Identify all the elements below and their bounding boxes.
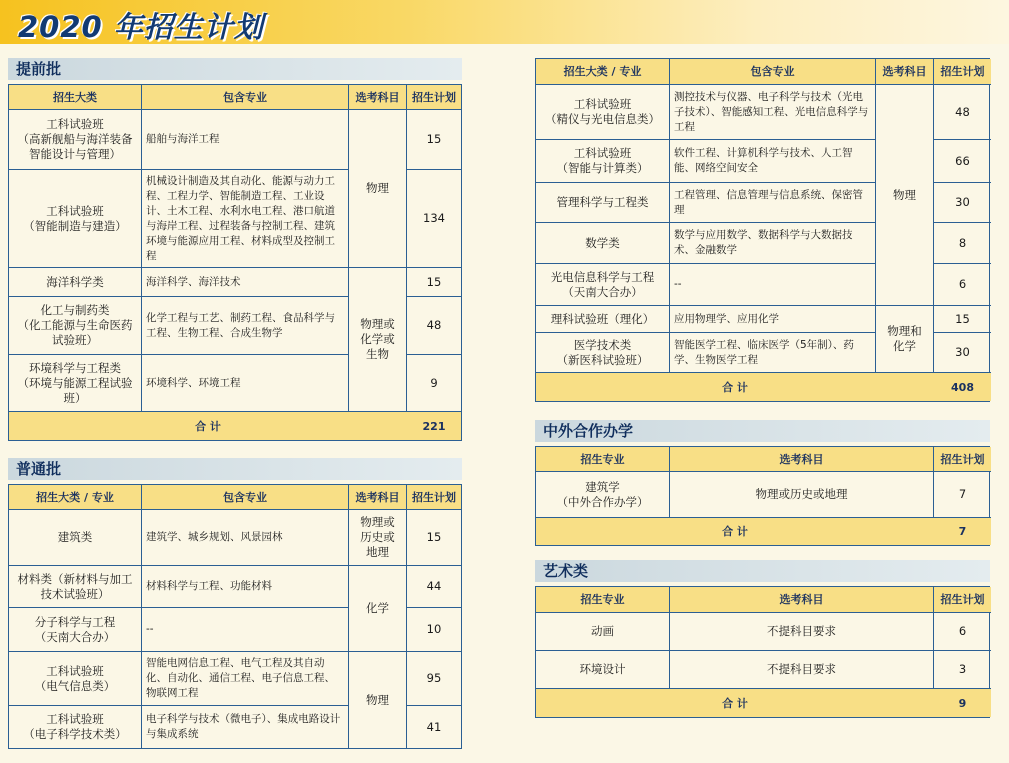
section-title-zhongwai: 中外合作办学 bbox=[535, 420, 990, 442]
cell-majors: 应用物理学、应用化学 bbox=[670, 306, 876, 333]
cell-cat: 数学类 bbox=[536, 223, 670, 264]
header-plan: 招生计划 bbox=[934, 59, 991, 85]
header-subjects: 选考科目 bbox=[876, 59, 934, 85]
cell-majors: -- bbox=[670, 264, 876, 306]
cell-plan: 15 bbox=[934, 306, 991, 333]
cell-plan: 15 bbox=[407, 110, 461, 170]
section-title-tiqian: 提前批 bbox=[8, 58, 462, 80]
cell-zy: 建筑学 （中外合作办学） bbox=[536, 472, 670, 518]
header-plan: 招生计划 bbox=[934, 587, 991, 613]
cell-plan: 3 bbox=[934, 651, 991, 689]
total-label: 合 计 bbox=[536, 689, 934, 717]
header-cat: 招生大类 bbox=[9, 85, 142, 110]
header-majors: 包含专业 bbox=[142, 485, 349, 510]
header-subjects: 选考科目 bbox=[670, 587, 934, 613]
cell-cat: 工科试验班 （智能与计算类） bbox=[536, 140, 670, 183]
cell-plan: 48 bbox=[934, 85, 991, 140]
cell-plan: 48 bbox=[407, 297, 461, 355]
total-value: 221 bbox=[407, 412, 461, 440]
cell-subjects: 物理或 历史或 地理 bbox=[349, 510, 407, 566]
cell-majors: 机械设计制造及其自动化、能源与动力工程、工程力学、智能制造工程、工业设计、土木工程、水利水电工程、港口航道与海岸工程、过程装备与控制工程、建筑环境与能源应用工程、材料成型及控制工程 bbox=[142, 170, 349, 268]
total-value: 7 bbox=[934, 518, 991, 545]
header-majors: 包含专业 bbox=[142, 85, 349, 110]
table-tiqian bbox=[8, 84, 462, 441]
total-value: 408 bbox=[934, 373, 991, 401]
cell-subjects: 物理 bbox=[876, 85, 934, 306]
cell-cat: 工科试验班 （电气信息类） bbox=[9, 652, 142, 706]
header-plan: 招生计划 bbox=[407, 485, 461, 510]
cell-cat: 理科试验班（理化） bbox=[536, 306, 670, 333]
cell-cat: 管理科学与工程类 bbox=[536, 183, 670, 223]
cell-plan: 8 bbox=[934, 223, 991, 264]
cell-majors: 环境科学、环境工程 bbox=[142, 355, 349, 412]
cell-majors: 智能医学工程、临床医学（5年制）、药学、生物医学工程 bbox=[670, 333, 876, 373]
cell-plan: 66 bbox=[934, 140, 991, 183]
header-subjects: 选考科目 bbox=[349, 485, 407, 510]
cell-cat: 工科试验班 （高新舰船与海洋装备智能设计与管理） bbox=[9, 110, 142, 170]
cell-cat: 光电信息科学与工程 （天南大合办） bbox=[536, 264, 670, 306]
section-title-putong: 普通批 bbox=[8, 458, 462, 480]
table-right bbox=[535, 58, 990, 402]
cell-cat: 环境科学与工程类 （环境与能源工程试验班） bbox=[9, 355, 142, 412]
cell-subjects: 物理或历史或地理 bbox=[670, 472, 934, 518]
cell-cat: 分子科学与工程 （天南大合办） bbox=[9, 608, 142, 652]
header-zy: 招生专业 bbox=[536, 447, 670, 472]
cell-cat: 海洋科学类 bbox=[9, 268, 142, 297]
cell-majors: 软件工程、计算机科学与技术、人工智能、网络空间安全 bbox=[670, 140, 876, 183]
cell-cat: 工科试验班 （精仪与光电信息类） bbox=[536, 85, 670, 140]
cell-subjects: 物理 bbox=[349, 110, 407, 268]
cell-plan: 30 bbox=[934, 333, 991, 373]
cell-majors: 数学与应用数学、数据科学与大数据技术、金融数学 bbox=[670, 223, 876, 264]
cell-subjects: 不提科目要求 bbox=[670, 613, 934, 651]
cell-plan: 30 bbox=[934, 183, 991, 223]
cell-subjects: 物理或 化学或 生物 bbox=[349, 268, 407, 412]
cell-plan: 10 bbox=[407, 608, 461, 652]
cell-cat: 材料类（新材料与加工技术试验班） bbox=[9, 566, 142, 608]
cell-majors: 材料科学与工程、功能材料 bbox=[142, 566, 349, 608]
cell-plan: 41 bbox=[426, 719, 442, 734]
cell-majors: 建筑学、城乡规划、风景园林 bbox=[142, 510, 349, 566]
header-cat: 招生大类 / 专业 bbox=[536, 59, 670, 85]
cell-zy: 动画 bbox=[536, 613, 670, 651]
header-subjects: 选考科目 bbox=[670, 447, 934, 472]
table-zhongwai bbox=[535, 446, 990, 546]
section-title-yishu: 艺术类 bbox=[535, 560, 990, 582]
banner bbox=[0, 0, 1009, 44]
cell-plan: 95 bbox=[407, 652, 461, 706]
cell-subjects: 物理和 化学 bbox=[876, 306, 934, 373]
header-majors: 包含专业 bbox=[670, 59, 876, 85]
cell-plan: 44 bbox=[407, 566, 461, 608]
cell-cat: 建筑类 bbox=[9, 510, 142, 566]
cell-plan: 7 bbox=[934, 472, 991, 518]
header-cat: 招生大类 / 专业 bbox=[9, 485, 142, 510]
header-zy: 招生专业 bbox=[536, 587, 670, 613]
cell-majors: 测控技术与仪器、电子科学与技术（光电子技术）、智能感知工程、光电信息科学与工程 bbox=[670, 85, 876, 140]
total-label: 合 计 bbox=[9, 412, 407, 440]
cell-cat: 工科试验班 （智能制造与建造） bbox=[9, 170, 142, 268]
header-plan: 招生计划 bbox=[934, 447, 991, 472]
cell-subjects: 化学 bbox=[349, 566, 407, 652]
cell-majors: 工程管理、信息管理与信息系统、保密管理 bbox=[670, 183, 876, 223]
cell-majors: 电子科学与技术（微电子）、集成电路设计与集成系统 bbox=[142, 706, 349, 748]
cell-majors: 智能电网信息工程、电气工程及其自动化、自动化、通信工程、电子信息工程、物联网工程 bbox=[142, 652, 349, 706]
cell-subjects: 物理 bbox=[349, 652, 407, 748]
table-yishu bbox=[535, 586, 990, 718]
header-plan: 招生计划 bbox=[407, 85, 461, 110]
cell-majors: 化学工程与工艺、制药工程、食品科学与工程、生物工程、合成生物学 bbox=[142, 297, 349, 355]
cell-majors: 船舶与海洋工程 bbox=[142, 110, 349, 170]
total-value: 9 bbox=[934, 689, 991, 717]
cell-majors: 海洋科学、海洋技术 bbox=[142, 268, 349, 297]
cell-subjects: 不提科目要求 bbox=[670, 651, 934, 689]
cell-cat: 医学技术类 （新医科试验班） bbox=[536, 333, 670, 373]
total-label: 合 计 bbox=[536, 518, 934, 545]
cell-plan: 6 bbox=[934, 613, 991, 651]
total-label: 合 计 bbox=[536, 373, 934, 401]
cell-plan: 6 bbox=[934, 264, 991, 306]
cell-plan: 134 bbox=[407, 170, 461, 268]
page-title: 2020 年招生计划 bbox=[18, 10, 264, 44]
cell-zy: 环境设计 bbox=[536, 651, 670, 689]
cell-majors: -- bbox=[142, 608, 349, 652]
cell-cat: 工科试验班 （电子科学技术类） bbox=[9, 706, 142, 748]
cell-plan: 9 bbox=[407, 355, 461, 412]
cell-cat: 化工与制药类 （化工能源与生命医药试验班） bbox=[9, 297, 142, 355]
cell-plan: 15 bbox=[407, 268, 461, 297]
header-subjects: 选考科目 bbox=[349, 85, 407, 110]
cell-plan: 15 bbox=[407, 510, 461, 566]
table-putong bbox=[8, 484, 462, 749]
